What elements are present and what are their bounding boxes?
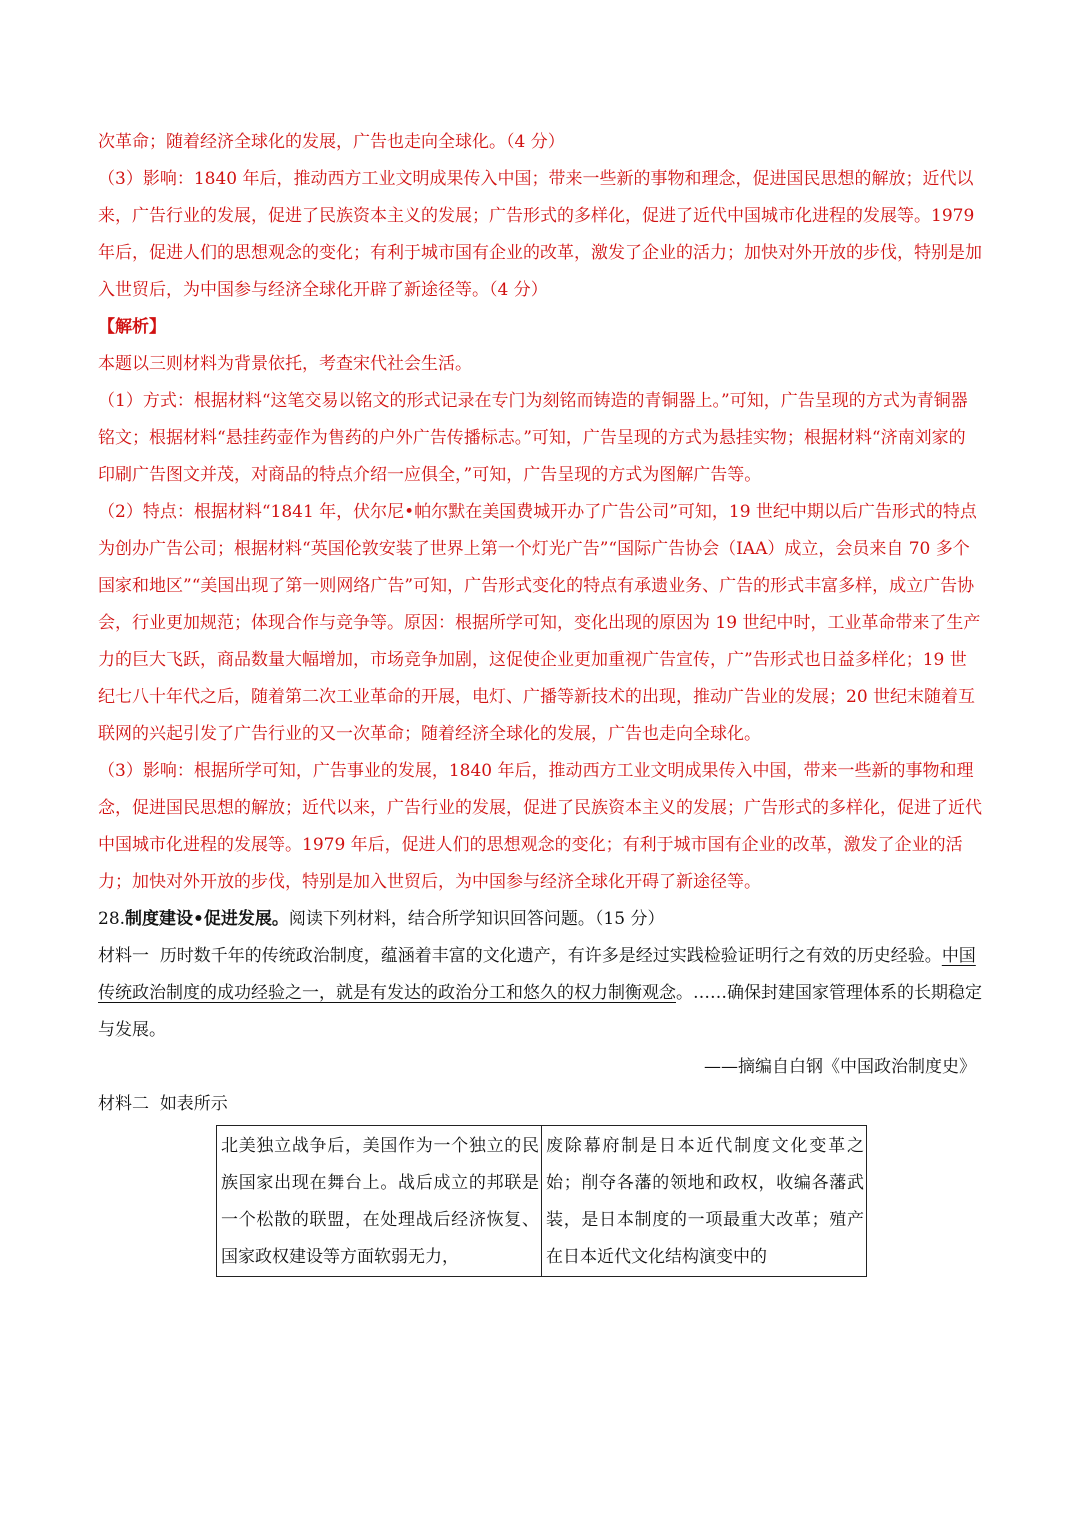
page-content bbox=[98, 124, 982, 1277]
analysis-intro: 本题以三则材料为背景依托，考查宋代社会生活。 bbox=[98, 354, 472, 374]
analysis-part-2: （2）特点：根据材料“1841 年，伏尔尼•帕尔默在美国费城开办了广告公司”可知，19 世纪中期以后广告形式的特点为创办广告公司；根据材料“英国伦敦安装了世界上第一个灯光广告”“国际广告协会（IAA）成立，会员来自 70 多个国家和地区”“美国出现了第一则网络广告”可知，广告形式变化的特点有承遗业务、广告的形式丰富多样，成立广告协会，行业更加规范；体现合作与竞争等。原因：根据所学可知，变化出现的原因为 19 世纪中时，工业革命带来了生产力的巨大飞跃，商品数量大幅增加，市场竞争加剧，这促使企业更加重视广告宣传，广”告形式也日益多样化；19 世纪七八十年代之后，随着第二次工业革命的开展，电灯、广播等新技术的出现，推动广告业的发展；20 世纪末随着互联网的兴起引发了广告行业的又一次革命；随着经济全球化的发展，广告也走向全球化。 bbox=[98, 502, 981, 744]
material-2-text: 如表所示 bbox=[159, 1094, 228, 1114]
analysis-part-3: （3）影响：根据所学可知，广告事业的发展，1840 年后，推动西方工业文明成果传入中国，带来一些新的事物和理念，促进国民思想的解放；近代以来，广告行业的发展，促进了民族资本主义的发展；广告形式的多样化，促进了近代中国城市化进程的发展等。1979 年后，促进人们的思想观念的变化；有利于城市国有企业的改革，激发了企业的活力；加快对外开放的步伐，特别是加入世贸后，为中国参与经济全球化开碍了新途径等。 bbox=[98, 761, 982, 892]
analysis-part-1: （1）方式：根据材料“这笔交易以铭文的形式记录在专门为刻铭而铸造的青铜器上。”可知，广告呈现的方式为青铜器铭文；根据材料“悬挂药壶作为售药的户外广告传播标志。”可知，广告呈现的方式为悬挂实物；根据材料“济南刘家的印刷广告图文并茂，对商品的特点介绍一应俱全，”可知，广告呈现的方式为图解广告等。 bbox=[98, 391, 968, 485]
material-1-text: 历时数千年的传统政治制度，蕴涵着丰富的文化遗产，有许多是经过实践检验证明行之有效的历史经验。 bbox=[159, 946, 942, 966]
question-prompt: 阅读下列材料，结合所学知识回答问题。（15 分） bbox=[288, 909, 665, 929]
material-2-label: 材料二 bbox=[98, 1094, 149, 1114]
material-1-text-end: 。……确保封建国家管理体系的长期稳定与发展。 bbox=[98, 983, 982, 1040]
material-1 bbox=[98, 938, 982, 1049]
question-28-heading bbox=[98, 901, 982, 938]
material-1-label: 材料一 bbox=[98, 946, 149, 966]
table-row bbox=[217, 1126, 867, 1277]
question-number: 28. bbox=[98, 909, 126, 929]
material-2-table bbox=[216, 1125, 867, 1277]
material-2 bbox=[98, 1086, 982, 1123]
material-1-underlined: 中国传统政治制度的成功经验之一，就是有发达的政治分工和悠久的权力制衡观念 bbox=[98, 946, 976, 1003]
analysis-heading: 【解析】 bbox=[98, 317, 166, 337]
answer-part-3: （3）影响：1840 年后，推动西方工业文明成果传入中国；带来一些新的事物和理念，促进国民思想的解放；近代以来，广告行业的发展，促进了民族资本主义的发展；广告形式的多样化，促进了近代中国城市化进程的发展等。1979 年后，促进人们的思想观念的变化；有利于城市国有企业的改革，激发了企业的活力；加快对外开放的步伐，特别是加入世贸后，为中国参与经济全球化开辟了新途径等。（4 分） bbox=[98, 169, 982, 300]
answer-continuation: 次革命；随着经济全球化的发展，广告也走向全球化。（4 分） bbox=[98, 132, 565, 152]
table-cell-usa: 北美独立战争后，美国作为一个独立的民族国家出现在舞台上。战后成立的邦联是一个松散的联盟，在处理战后经济恢复、国家政权建设等方面软弱无力， bbox=[217, 1126, 542, 1277]
material-1-source: ——摘编自白钢《中国政治制度史》 bbox=[704, 1057, 976, 1077]
table-cell-japan: 废除幕府制是日本近代制度文化变革之始；削夺各藩的领地和政权，收编各藩武装，是日本制度的一项最重大改革；殖产在日本近代文化结构演变中的 bbox=[542, 1126, 867, 1277]
question-title: 制度建设•促进发展。 bbox=[125, 909, 289, 929]
